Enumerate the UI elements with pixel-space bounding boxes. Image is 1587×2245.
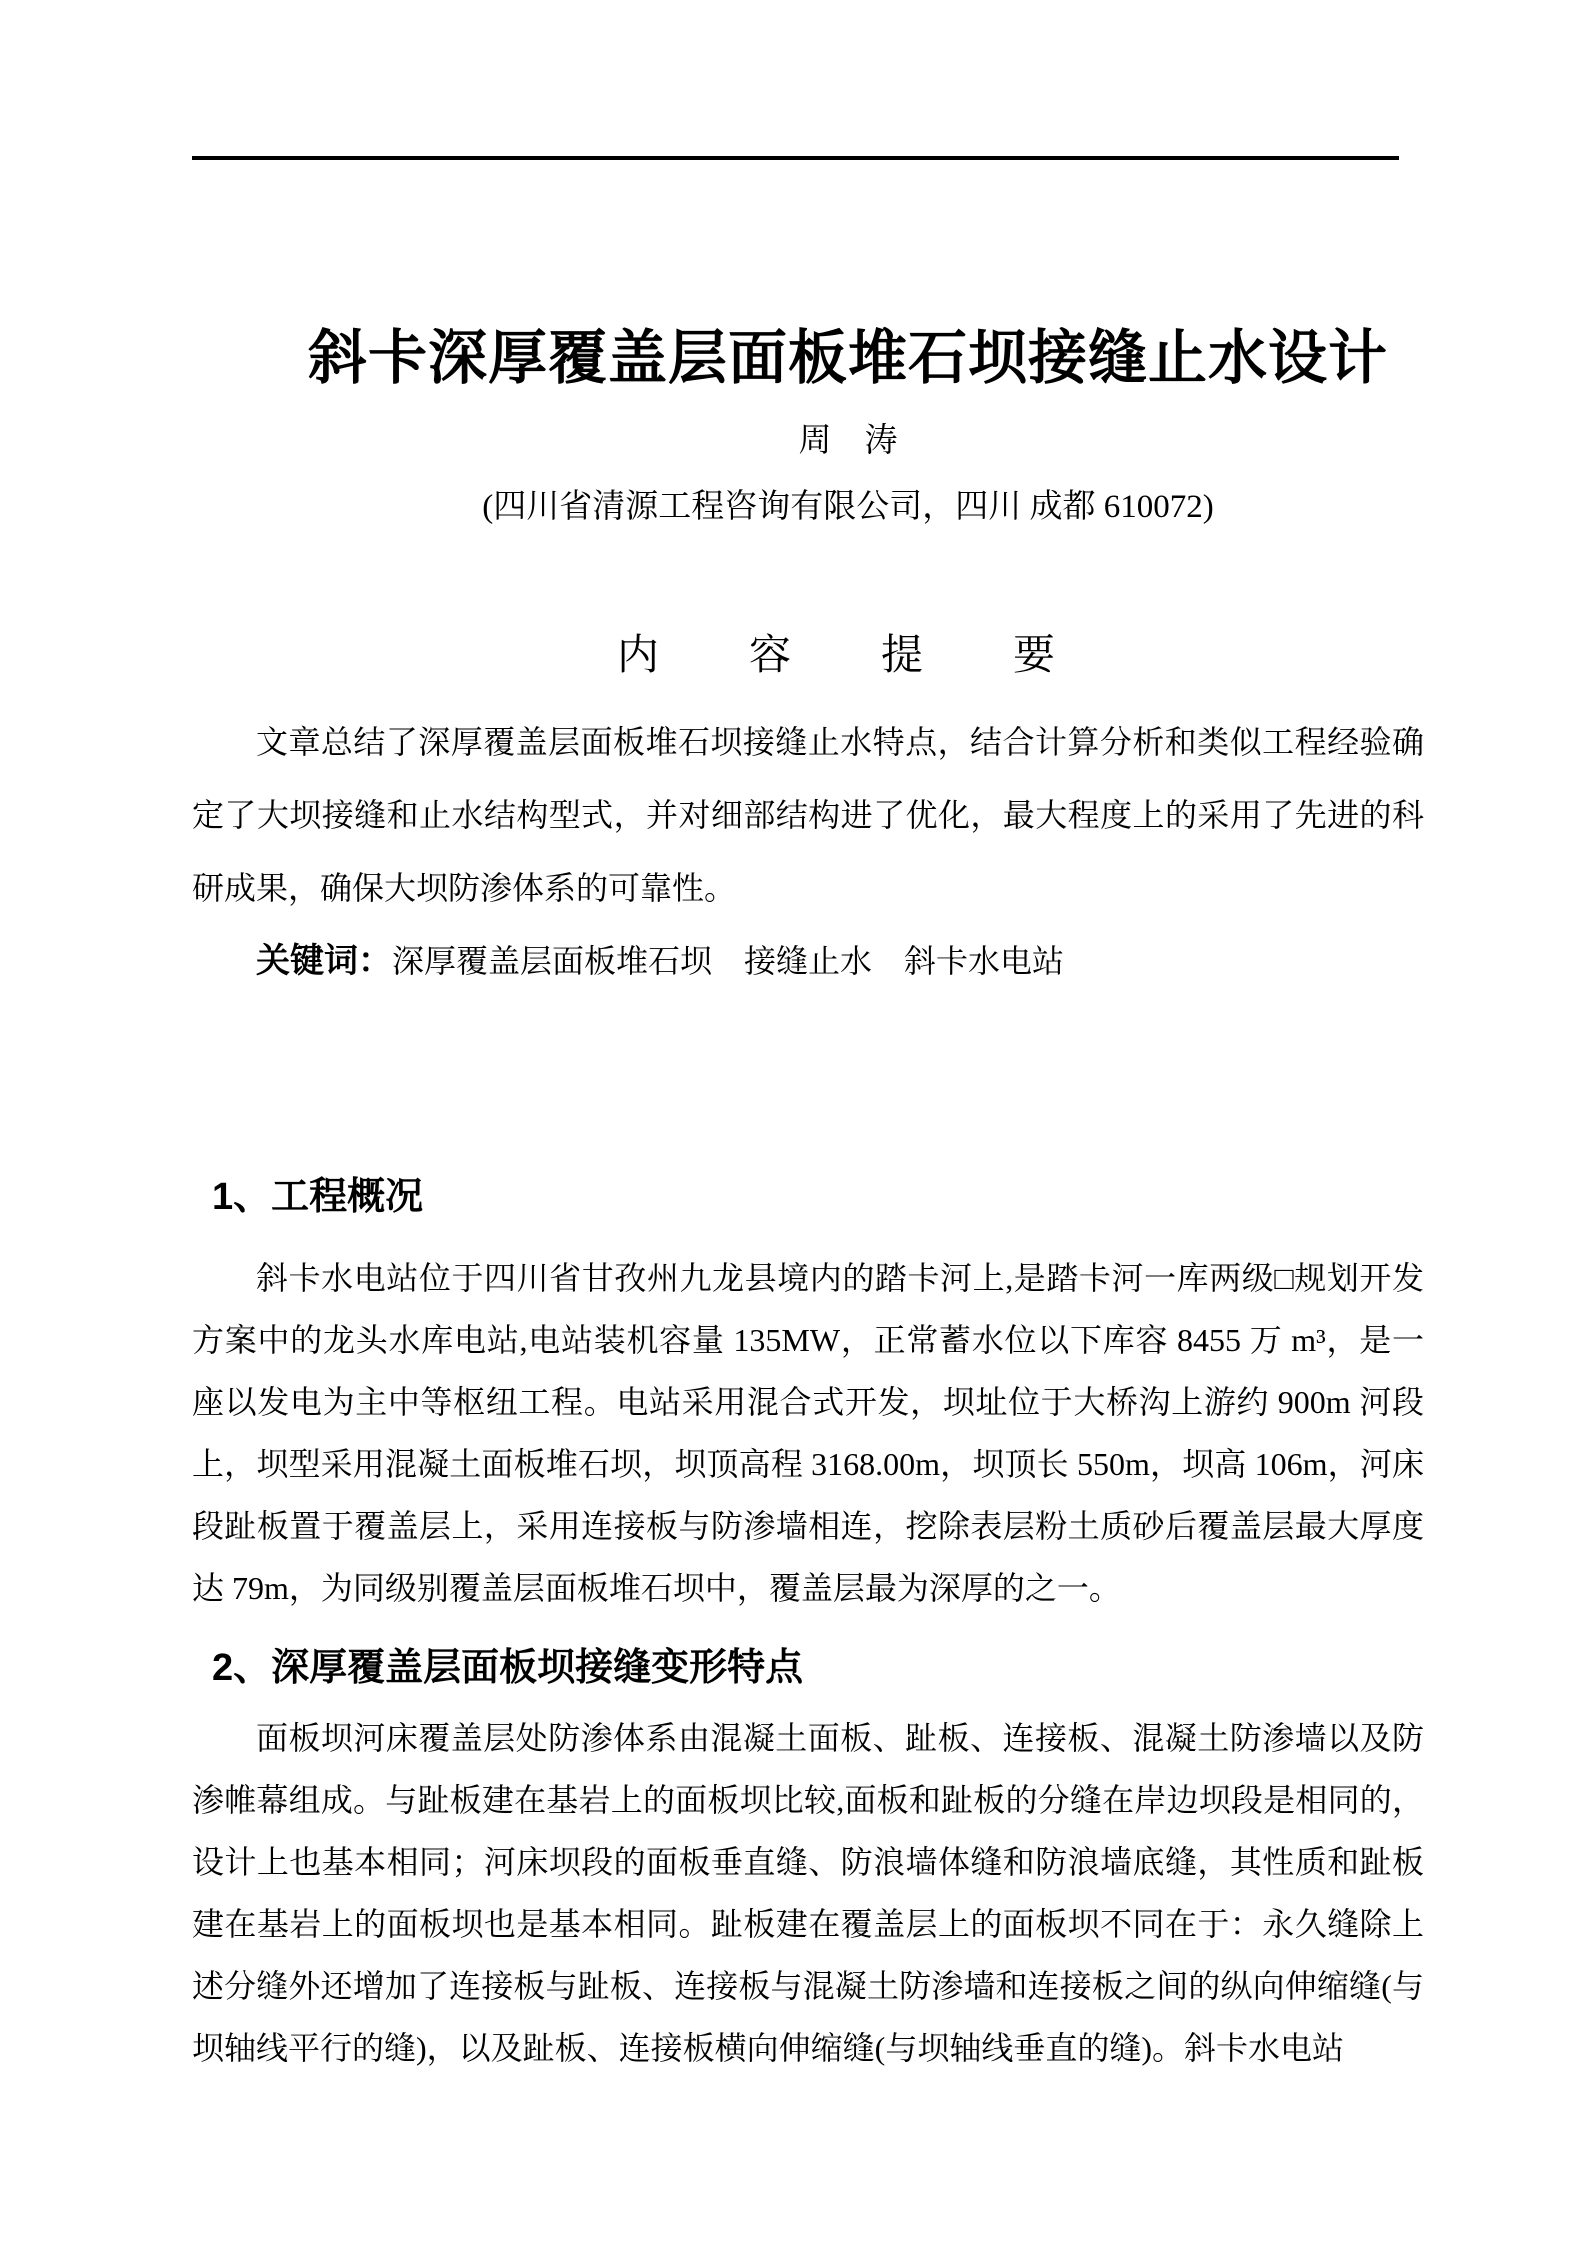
keywords-label: 关键词：	[256, 942, 392, 980]
abstract-heading: 内 容 提 要	[616, 633, 1079, 679]
header-rule	[192, 156, 1399, 160]
section-1-paragraph: 斜卡水电站位于四川省甘孜州九龙县境内的踏卡河上,是踏卡河一库两级□规划开发方案中的龙头水库电站,电站装机容量 135MW，正常蓄水位以下库容 8455 万 m³，是一座以发电为主中等枢纽工程。电站采用混合式开发，坝址位于大桥沟上游约 900m 河段上，坝型采用混凝土面板堆石坝，坝顶高程 3168.00m，坝顶长 550m，坝高 106m，河床段趾板置于覆盖层上，采用连接板与防渗墙相连，挖除表层粉土质砂后覆盖层最大厚度达 79m，为同级别覆盖层面板堆石坝中，覆盖层最为深厚的之一。	[192, 1260, 1424, 1606]
author-affiliation: (四川省清源工程咨询有限公司，四川 成都 610072)	[482, 489, 1214, 525]
keywords-line	[192, 925, 1424, 998]
section-heading-2: 2、深厚覆盖层面板坝接缝变形特点	[212, 1647, 804, 1689]
author-name: 周 涛	[798, 423, 898, 459]
section-2-paragraph: 面板坝河床覆盖层处防渗体系由混凝土面板、趾板、连接板、混凝土防渗墙以及防渗帷幕组成。与趾板建在基岩上的面板坝比较,面板和趾板的分缝在岸边坝段是相同的，设计上也基本相同；河床坝段的面板垂直缝、防浪墙体缝和防浪墙底缝，其性质和趾板建在基岩上的面板坝也是基本相同。趾板建在覆盖层上的面板坝不同在于：永久缝除上述分缝外还增加了连接板与趾板、连接板与混凝土防渗墙和连接板之间的纵向伸缩缝(与坝轴线平行的缝)，以及趾板、连接板横向伸缩缝(与坝轴线垂直的缝)。斜卡水电站	[192, 1720, 1424, 2066]
paper-title: 斜卡深厚覆盖层面板堆石坝接缝止水设计	[307, 325, 1388, 391]
keywords-text: 深厚覆盖层面板堆石坝 接缝止水 斜卡水电站	[392, 943, 1065, 979]
abstract-text: 文章总结了深厚覆盖层面板堆石坝接缝止水特点，结合计算分析和类似工程经验确定了大坝接缝和止水结构型式，并对细部结构进了优化，最大程度上的采用了先进的科研成果，确保大坝防渗体系的可靠性。	[192, 724, 1424, 906]
section-heading-1: 1、工程概况	[212, 1176, 424, 1218]
